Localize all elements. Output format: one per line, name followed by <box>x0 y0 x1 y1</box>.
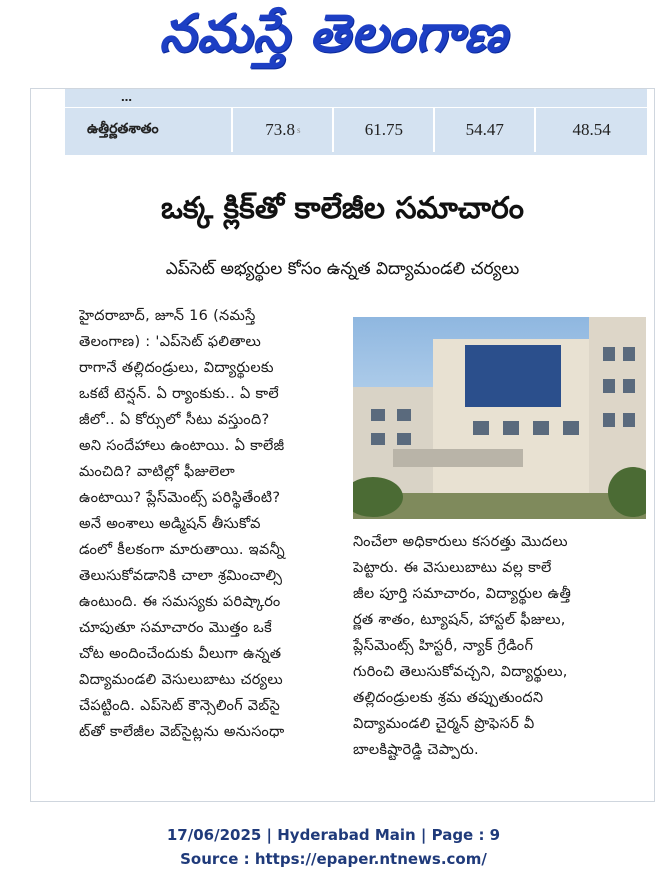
article-text-line: తల్లిదండ్రులకు శ్రమ తప్పుతుందని <box>353 690 544 706</box>
table-cell: 61.75 <box>334 108 435 152</box>
article-headline: ఒక్క క్లిక్‌తో కాలేజీల సమాచారం <box>160 191 524 226</box>
photo-entrance-canopy <box>393 449 523 467</box>
newspaper-masthead <box>0 0 667 80</box>
article-text-line: డంలో కీలకంగా మారుతాయి. ఇవన్నీ <box>79 542 285 558</box>
article-text-line: చోట అందించేందుకు వీలుగా ఉన్నత <box>79 646 282 662</box>
footer-date-edition: 17/06/2025 | Hyderabad Main | Page : 9 <box>166 826 501 844</box>
table-cell: 54.47 <box>435 108 536 152</box>
article-text-line: చూపుతూ సమాచారం మొత్తం ఒకే <box>79 620 272 636</box>
article-text-line: జీల పూర్తి సమాచారం, విద్యార్థుల ఉత్తీ <box>353 586 572 602</box>
article-text-line: రాగానే తల్లిదండ్రులు, విద్యార్థులకు <box>79 360 274 376</box>
article-text-line: విద్యామండలి వెసులుబాటు చర్యలు <box>79 672 283 688</box>
footer-source: Source : https://epaper.ntnews.com/ <box>180 850 487 868</box>
article-left-column <box>79 303 369 745</box>
article-text-line: చేపట్టింది. ఎప్‌సెట్ కౌన్సెలింగ్ వెబ్‌సై <box>79 698 281 714</box>
article-text-line: ఉంటాయి? ప్లేస్‌మెంట్స్ పరిస్థితేంటి? <box>79 490 281 506</box>
article-text-line: జీలో.. ఏ కోర్సులో సీటు వస్తుంది? <box>79 412 270 428</box>
building-photo <box>353 317 646 519</box>
article-text-line: నించేలా అధికారులు కసరత్తు మొదలు <box>353 534 568 550</box>
article-text-line: ఒకటే టెన్షన్. ఏ ర్యాంకుకు.. ఏ కాలే <box>79 386 279 402</box>
article-text-line: ప్లేస్‌మెంట్స్ హిస్టరీ, న్యాక్ గ్రేడింగ్ <box>353 638 534 654</box>
article-text-line: హైదరాబాద్, జూన్ 16 (నమస్తే <box>79 308 256 324</box>
article-text-line: ట్‌తో కాలేజీల వెబ్‌సైట్లను అనుసంధా <box>79 724 285 740</box>
table-row-label: ఉత్తీర్ణతశాతం <box>65 108 233 152</box>
article-text-line: ర్ణత శాతం, ట్యూషన్, హాస్టల్ ఫీజులు, <box>353 612 566 628</box>
article-subheadline: ఎప్‌సెట్ అభ్యర్థుల కోసం ఉన్నత విద్యామండలి చర్యలు <box>165 259 520 279</box>
article-right-column <box>353 529 643 763</box>
article-text-line: ఉంటుంది. ఈ సమస్యకు పరిష్కారం <box>79 594 281 610</box>
article-text-line: తెలుసుకోవడానికి చాలా శ్రమించాల్సి <box>79 568 283 584</box>
article-text-line: అనే అంశాలు అడ్మిషన్ తీసుకోవ <box>79 516 261 532</box>
table-row <box>65 107 647 152</box>
article-text-line: మంచిది? వాటిల్లో ఫీజులెలా <box>79 464 235 480</box>
news-clipping <box>30 88 655 802</box>
article-text-line: బాలకిష్టారెడ్డి చెప్పారు. <box>353 742 479 758</box>
table-cell: 73.8 s <box>233 108 334 152</box>
article-text-line: తెలంగాణ) : 'ఎప్‌సెట్ ఫలితాలు <box>79 334 262 350</box>
article-text-line: విద్యామండలి చైర్మన్ ప్రొఫెసర్ వీ <box>353 716 535 732</box>
article-text-line: గురించి తెలుసుకోవచ్చని, విద్యార్థులు, <box>353 664 568 680</box>
article-text-line: అని సందేహాలు ఉంటాయి. ఏ కాలేజీ <box>79 438 285 454</box>
results-table <box>65 89 647 155</box>
table-cell: 48.54 <box>572 120 611 139</box>
photo-blue-signboard <box>465 345 561 407</box>
masthead-title: నమస్తే తెలంగాణ <box>159 3 508 64</box>
table-previous-row-fragment: … <box>121 91 132 104</box>
article-text-line: పెట్టారు. ఈ వెసులుబాటు వల్ల కాలే <box>353 560 552 576</box>
